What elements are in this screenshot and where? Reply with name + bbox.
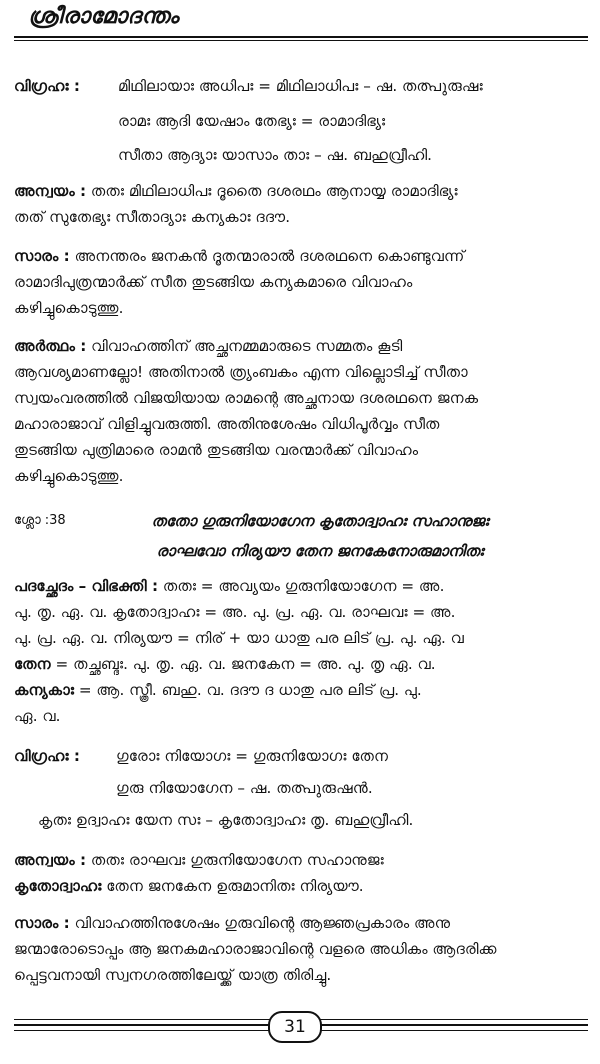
padachhedam-word-kanyakah: കന്യകാഃ <box>14 681 75 699</box>
anvayam-line-1 <box>14 181 586 201</box>
padachhedam-text-5: = ആ. സ്ത്രീ. ബഹു. വ. ദദൗ ദ ധാതു പര ലിട് പ്ര. പു. <box>78 681 422 699</box>
anvayam-label: അന്വയം : <box>14 182 87 200</box>
saaram-text-2: രാമാദിപുത്രന്മാർക്ക് സീത തുടങ്ങിയ കന്യകമാരെ വിവാഹം <box>14 273 413 291</box>
vigraha-text-3: സീതാ ആദ്യാഃ യാസാം താഃ – ഷ. ബഹുവ്രീഹി. <box>118 146 432 164</box>
anvayam2-word-kritodvahah: കൃതോദ്വാഹഃ <box>14 877 102 895</box>
saaram2-text-3: പ്പെട്ടവനായി സ്വനഗരത്തിലേയ്ക്ക് യാത്ര തിരിച്ചു. <box>14 966 332 984</box>
vigraha-label: വിഗ്രഹഃ : <box>14 77 81 95</box>
saaram-text-1: അനന്തരം ജനകൻ ദൂതന്മാരാൽ ദശരഥനെ കൊണ്ടുവന്ന് <box>74 247 465 265</box>
vigraha2-label: വിഗ്രഹഃ : <box>14 747 81 765</box>
artham-text-2: ആവശ്യമാണല്ലോ! അതിനാൽ ത്ര്യംബകം എന്ന വില്ലൊടിച്ച് സീതാ <box>14 363 468 381</box>
anvayam-text-2: തത് സുതേഭ്യഃ സീതാദ്യാഃ കന്യകാഃ ദദൗ. <box>14 208 291 226</box>
vigraha2-text-2: ഗുരു നിയോഗേന – ഷ. തത്പുരുഷൻ. <box>116 779 373 797</box>
anvayam2-label: അന്വയം : <box>14 851 87 869</box>
padachhedam-text-3: പു. പ്ര. ഏ. വ. നിര്യയൗ = നിര് + യാ ധാതു പര ലിട് പ്ര. പു. ഏ. വ <box>14 629 465 647</box>
header-rule-thin <box>14 40 588 41</box>
artham-line-1 <box>14 336 586 356</box>
running-header-title: ശ്രീരാമോദന്തം <box>28 4 179 29</box>
vigraha2-line-1 <box>14 746 586 766</box>
padachhedam-text-2: പു. തൃ. ഏ. വ. കൃതോദ്വാഹഃ = അ. പു. പ്ര. ഏ. വ. രാഘവഃ = അ. <box>14 603 456 621</box>
padachhedam-text-4: = തച്ഛബ്ദഃ. പു. തൃ. ഏ. വ. ജനകേന = അ. പു. തൃ ഏ. വ. <box>55 655 436 673</box>
artham-text-5: തുടങ്ങിയ പുത്രിമാരെ രാമൻ തുടങ്ങിയ വരന്മാർക്ക് വിവാഹം <box>14 441 419 459</box>
artham-text-3: സ്വയംവരത്തിൽ വിജയിയായ രാമന്റെ അച്ഛനായ ദശരഥനെ ജനക <box>14 389 479 407</box>
header-rule <box>14 36 588 38</box>
vigraha2-text-1: ഗുരോഃ നിയോഗഃ = ഗുരുനിയോഗഃ തേന <box>116 747 389 765</box>
padachhedam-line-5 <box>14 680 586 700</box>
vigraha-text-1: മിഥിലായാഃ അധിപഃ = മിഥിലാധിപഃ – ഷ. തത്പുരുഷഃ <box>118 77 483 95</box>
artham-text-6: കഴിച്ചുകൊടുത്തു. <box>14 467 124 485</box>
padachhedam-label: പദച്ഛേദം – വിഭക്തി : <box>14 577 159 595</box>
saaram2-line-1 <box>14 913 586 933</box>
saaram-label: സാരം : <box>14 247 70 265</box>
anvayam-text-1: തതഃ മിഥിലാധിപഃ ദൂതൈ ദശരഥം ആനായ്യ രാമാദിഭ്യഃ <box>90 182 458 200</box>
saaram2-text-2: ജന്മാരോടൊപ്പം ആ ജനകമഹാരാജാവിന്റെ വളരെ അധികം ആദരിക്ക <box>14 940 497 958</box>
sloka-line-2: രാഘവോ നിര്യയൗ തേന ജനകേനോരുമാനിതഃ <box>156 542 484 560</box>
anvayam2-line-2 <box>14 876 586 896</box>
anvayam2-text-1: തതഃ രാഘവഃ ഗുരുനിയോഗേന സഹാനുജഃ <box>90 851 384 869</box>
saaram-line-1 <box>14 246 586 266</box>
padachhedam-line-4 <box>14 654 586 674</box>
sloka-number: ശ്ലോ :38 <box>14 513 66 528</box>
artham-text-4: മഹാരാജാവ് വിളിച്ചുവരുത്തി. അതിനുശേഷം വിധിപൂർവ്വം സീത <box>14 415 440 433</box>
padachhedam-word-thena: തേന <box>14 655 51 673</box>
page-number: 31 <box>268 1011 322 1043</box>
vigraha-text-2: രാമഃ ആദി യേഷാം തേഭ്യഃ = രാമാദിഭ്യഃ <box>118 112 386 130</box>
padachhedam-text-6: ഏ. വ. <box>14 707 61 725</box>
saaram2-label: സാരം : <box>14 914 70 932</box>
vigraha-line-1 <box>14 76 586 96</box>
padachhedam-line-1 <box>14 576 586 596</box>
vigraha2-text-3: കൃതഃ ഉദ്വാഹഃ യേന സഃ – കൃതോദ്വാഹഃ തൃ. ബഹുവ്രീഹി. <box>38 811 414 829</box>
artham-text-1: വിവാഹത്തിന് അച്ഛനമ്മമാരുടെ സമ്മതം കൂടി <box>91 337 403 355</box>
sloka-line-1: തതോ ഗുരുനിയോഗേന കൃതോദ്വാഹഃ സഹാനുജഃ <box>151 512 489 530</box>
artham-label: അർത്ഥം : <box>14 337 87 355</box>
saaram2-text-1: വിവാഹത്തിനുശേഷം ഗുരുവിന്റെ ആജ്ഞപ്രകാരം അനു <box>74 914 451 932</box>
anvayam2-text-2: തേന ജനകേന ഉരുമാനിതഃ നിര്യയൗ. <box>106 877 364 895</box>
anvayam2-line-1 <box>14 850 586 870</box>
saaram-text-3: കഴിച്ചുകൊടുത്തു. <box>14 299 124 317</box>
padachhedam-text-1: തതഃ = അവ്യയം ഗുരുനിയോഗേന = അ. <box>162 577 445 595</box>
